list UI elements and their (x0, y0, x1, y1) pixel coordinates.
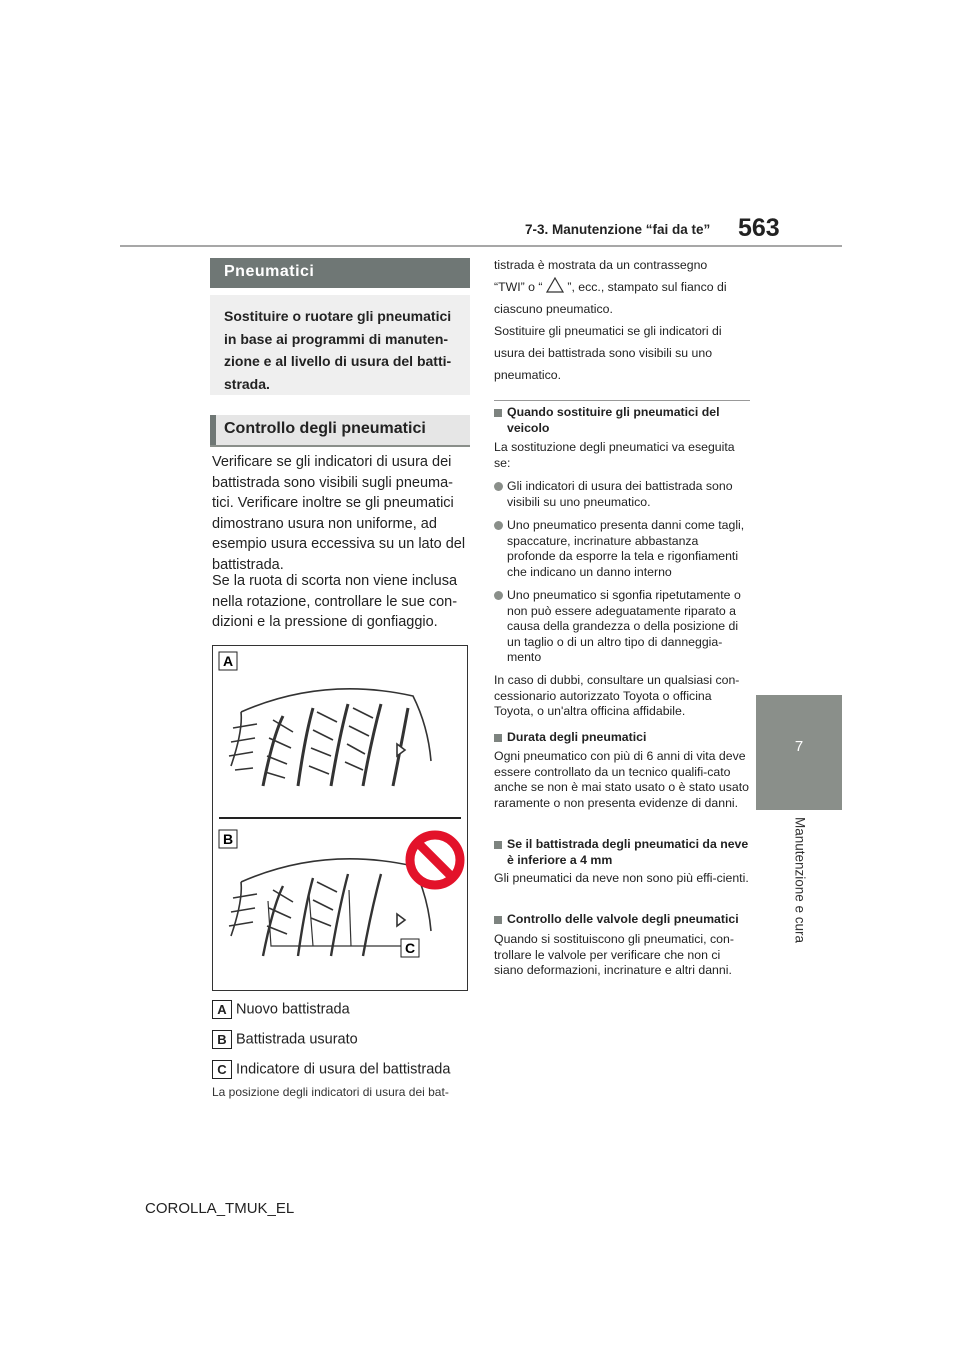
legend-text-c: Indicatore di usura del battistrada (236, 1061, 451, 1078)
triangle-mark-icon (546, 277, 564, 293)
square-bullet-icon (494, 409, 502, 417)
s1-bullet-1-text: Gli indicatori di usura dei battistrada sono visibili su uno pneumatico. (507, 479, 733, 509)
right-line-1: tistrada è mostrata da un contrassegno (494, 258, 708, 272)
square-bullet-icon (494, 916, 502, 924)
square-bullet-icon (494, 734, 502, 742)
right-line-6: pneumatico. (494, 368, 561, 382)
right-line-2 (494, 276, 750, 298)
heading-controllo (210, 415, 470, 447)
right-line-2a: “TWI” o “ (494, 280, 543, 294)
s1-bullet-3 (494, 588, 750, 666)
round-bullet-icon (494, 482, 503, 491)
heading-pneumatici (210, 258, 470, 288)
right-line-3: ciascuno pneumatico. (494, 302, 613, 316)
square-bullet-icon (494, 841, 502, 849)
s1-after: In caso di dubbi, consultare un qualsiasi con-cessionario autorizzato Toyota o officina Toyota, o un'altra officina affidabile. (494, 673, 740, 718)
figure-label-c: C (404, 940, 416, 956)
header-rule (120, 245, 842, 247)
intro-text: Sostituire o ruotare gli pneumatici in base ai programmi di manuten-zione e al livello di usura del batti-strada. (224, 308, 452, 392)
heading-pneumatici-text: Pneumatici (224, 263, 315, 280)
chapter-label: Manutenzione e cura (792, 816, 808, 944)
paragraph-spare: Se la ruota di scorta non viene inclusa nella rotazione, controllare le sue con-dizioni e la pressione di gonfiaggio. (212, 573, 458, 631)
section-title: 7-3. Manutenzione “fai da te” (525, 222, 711, 237)
chapter-number: 7 (794, 738, 804, 755)
right-rule (494, 400, 750, 401)
s4-text: Quando si sostituiscono gli pneumatici, con-trollare le valvole per verificare che non ci siano deformazioni, incrinature e altri danni. (494, 932, 734, 977)
right-line-2b: ”, ecc., stampato sul fianco di (567, 280, 727, 294)
s1-bullet-2-text: Uno pneumatico presenta danni come tagli, spaccature, incrinature abbastanza profonde da esporre la tela e rigonfiamenti che indicano un danno interno (507, 518, 745, 579)
s2-title (494, 730, 750, 746)
s1-bullet-2 (494, 518, 750, 580)
round-bullet-icon (494, 591, 503, 600)
s1-title-text: Quando sostituire gli pneumatici del veicolo (507, 405, 720, 435)
s4-title (494, 912, 750, 928)
new-tire-drawing (229, 689, 431, 786)
legend-item-c (212, 1060, 450, 1079)
legend-key-b: B (212, 1030, 232, 1049)
legend-item-b (212, 1030, 358, 1049)
s1-bullet-3-text: Uno pneumatico si sgonfia ripetutamente o non può essere adeguatamente riparato a causa della grandezza o della posizione di un taglio o di un altro tipo di danneggia-mento (507, 588, 741, 664)
legend-key-c: C (212, 1060, 232, 1079)
prohibit-icon (410, 835, 460, 885)
legend-text-a: Nuovo battistrada (236, 1001, 350, 1018)
heading-controllo-text: Controllo degli pneumatici (224, 420, 426, 437)
position-note: La posizione degli indicatori di usura dei bat- (212, 1085, 449, 1099)
s1-bullet-1 (494, 479, 750, 510)
right-line-4: Sostituire gli pneumatici se gli indicatori di (494, 324, 722, 338)
legend-text-b: Battistrada usurato (236, 1031, 358, 1048)
right-line-5: usura dei battistrada sono visibili su uno (494, 346, 713, 360)
s3-title-text: Se il battistrada degli pneumatici da neve è inferiore a 4 mm (507, 837, 749, 867)
heading-bar (210, 415, 216, 445)
s2-title-text: Durata degli pneumatici (507, 730, 647, 744)
s1-title (494, 405, 750, 436)
paragraph-check: Verificare se gli indicatori di usura dei battistrada sono visibili sugli pneuma-tici. Verificare inoltre se gli pneumatici dimostrano usura non uniforme, ad esempio usura eccessiva su un lato del battistrada. (212, 454, 466, 573)
legend-item-a (212, 1000, 350, 1019)
legend-key-a: A (212, 1000, 232, 1019)
round-bullet-icon (494, 521, 503, 530)
tire-figure (212, 645, 468, 991)
page-number: 563 (738, 214, 780, 242)
s1-text: La sostituzione degli pneumatici va eseguita se: (494, 440, 735, 470)
figure-label-a: A (222, 653, 234, 669)
s4-title-text: Controllo delle valvole degli pneumatici (507, 912, 739, 926)
tire-illustration (213, 646, 467, 990)
s3-text: Gli pneumatici da neve non sono più effi-cienti. (494, 871, 749, 885)
right-top-text (494, 254, 750, 386)
figure-label-b: B (222, 831, 234, 847)
s2-text: Ogni pneumatico con più di 6 anni di vita deve essere controllato da un tecnico qualifi-cato anche se non è mai stato usato o è stato usato raramente o non presenta evidenze di danni. (494, 749, 749, 810)
intro-box (210, 295, 470, 395)
s3-title (494, 837, 750, 868)
document-code: COROLLA_TMUK_EL (145, 1200, 295, 1217)
